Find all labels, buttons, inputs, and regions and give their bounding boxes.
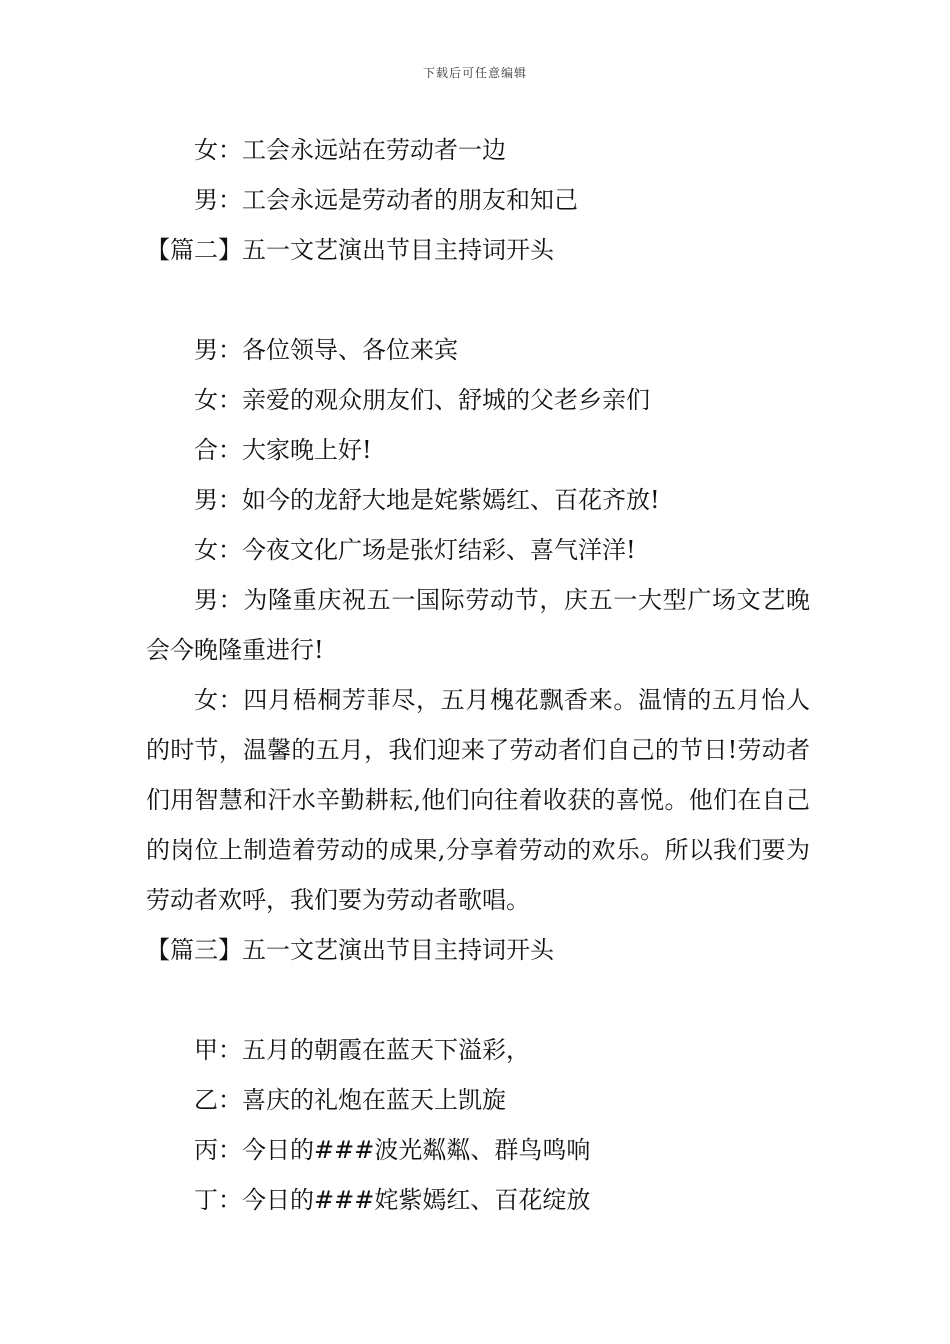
blank-line <box>146 975 810 1025</box>
dialogue-line: 男：工会永远是劳动者的朋友和知己 <box>194 186 578 214</box>
dialogue-line: 男：如今的龙舒大地是姹紫嫣红、百花齐放! <box>194 486 660 514</box>
section-heading: 【篇三】五一文艺演出节目主持词开头 <box>146 936 554 964</box>
dialogue-line: 丙：今日的###波光粼粼、群鸟鸣响 <box>194 1136 591 1164</box>
dialogue-line: 男：为隆重庆祝五一国际劳动节，庆五一大型广场文艺晚会今晚隆重进行! <box>146 586 810 664</box>
dialogue-line: 甲：五月的朝霞在蓝天下溢彩， <box>194 1036 530 1064</box>
page-header: 下载后可任意编辑 <box>422 66 527 80</box>
section-heading: 【篇二】五一文艺演出节目主持词开头 <box>146 236 554 264</box>
dialogue-line: 女：亲爱的观众朋友们、舒城的父老乡亲们 <box>194 386 650 414</box>
blank-line <box>146 275 810 325</box>
dialogue-line: 女：今夜文化广场是张灯结彩、喜气洋洋! <box>194 536 636 564</box>
dialogue-line: 乙：喜庆的礼炮在蓝天上凯旋 <box>194 1086 506 1114</box>
dialogue-paragraph: 女：四月梧桐芳菲尽，五月槐花飘香来。温情的五月怡人的时节，温馨的五月，我们迎来了劳动者们自己的节日!劳动者们用智慧和汗水辛勤耕耘,他们向往着收获的喜悦。他们在自己的岗位上制造着劳动的成果,分享着劳动的欢乐。所以我们要为劳动者欢呼，我们要为劳动者歌唱。 <box>146 686 810 914</box>
dialogue-line: 男：各位领导、各位来宾 <box>194 336 458 364</box>
document-body <box>146 125 810 1225</box>
dialogue-line: 合：大家晚上好! <box>194 436 372 464</box>
dialogue-line: 女：工会永远站在劳动者一边 <box>194 136 506 164</box>
dialogue-line: 丁：今日的###姹紫嫣红、百花绽放 <box>194 1186 591 1214</box>
